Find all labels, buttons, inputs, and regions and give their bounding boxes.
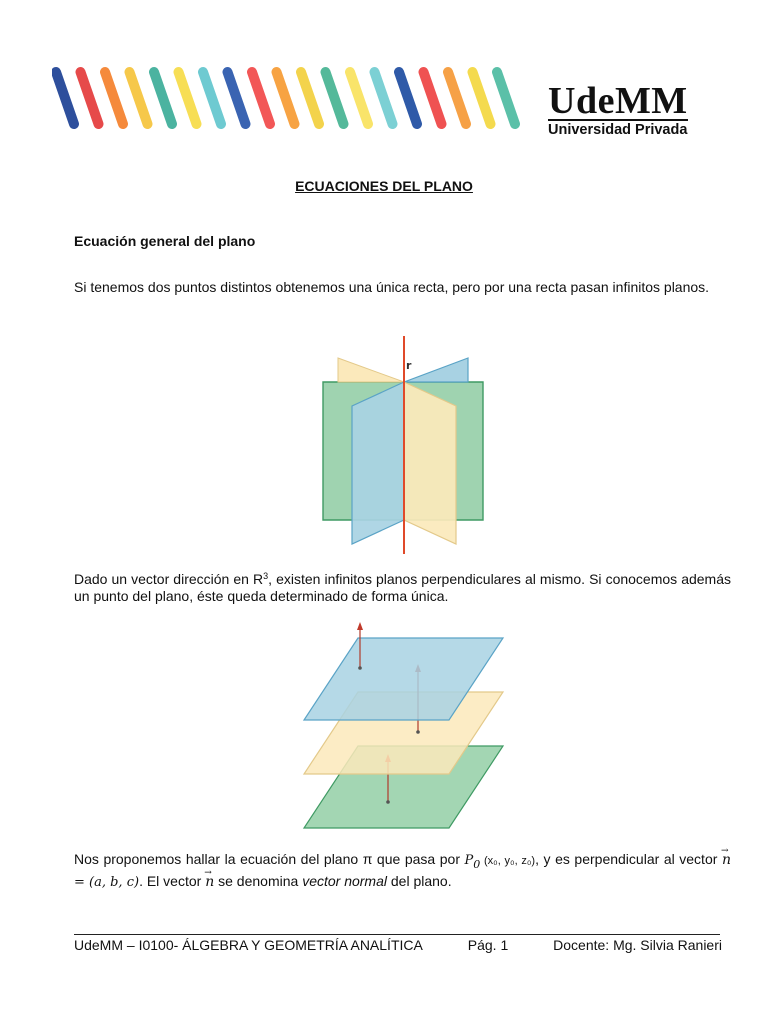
header-stripe — [252, 72, 270, 124]
p3-text-c: . El vector — [139, 872, 206, 889]
point-coordinates: (x₀, y₀, z₀) — [480, 855, 536, 867]
header-stripe — [81, 72, 99, 124]
header-stripe — [497, 72, 515, 124]
header-stripes — [52, 66, 532, 136]
logo-subtitle: Universidad Privada — [548, 119, 688, 138]
normal-vector-symbol-2: → n — [205, 874, 214, 891]
header-stripe — [326, 72, 344, 124]
p3-text-b: , y es perpendicular al vector — [535, 851, 722, 867]
header-stripe — [154, 72, 172, 124]
p2-superscript: 3 — [263, 571, 269, 581]
header-stripe — [228, 72, 246, 124]
point-p0-subscript: 0 — [473, 857, 481, 871]
paragraph-2 — [74, 571, 731, 605]
header-stripe — [130, 72, 148, 124]
header-stripe — [473, 72, 491, 124]
header-stripe — [179, 72, 197, 124]
point-p0: P — [464, 853, 474, 868]
logo-name: UdeMM — [548, 80, 688, 122]
paragraph-1: Si tenemos dos puntos distintos obtenemos una única recta, pero por una recta pasan infinitos planos. — [74, 279, 710, 295]
header-stripe — [277, 72, 295, 124]
p2-text-a: Dado un vector dirección en R — [74, 571, 264, 587]
header-stripe — [350, 72, 368, 124]
section-heading: Ecuación general del plano — [74, 233, 256, 249]
header-stripe — [375, 72, 393, 124]
footer-page-number: Pág. 1 — [467, 937, 509, 953]
footer-course: UdeMM – I0100- ÁLGEBRA Y GEOMETRÍA ANALÍTICA — [74, 937, 423, 953]
footer-divider — [74, 934, 720, 935]
figure-parallel-planes — [300, 620, 510, 832]
normal-vector-symbol: → n — [722, 852, 731, 869]
p2-text-b: , existen infinitos planos perpendiculares al mismo. Si conocemos además un punto del plano, éste queda determinado de forma única. — [74, 571, 732, 604]
header-stripe — [301, 72, 319, 124]
header-stripe — [203, 72, 221, 124]
header-stripe — [399, 72, 417, 124]
header-stripe — [424, 72, 442, 124]
line-label-r: r — [406, 359, 412, 372]
paragraph-3 — [74, 851, 731, 891]
footer-teacher: Docente: Mg. Silvia Ranieri — [553, 937, 722, 953]
page-title: ECUACIONES DEL PLANO — [295, 178, 473, 194]
header-stripe — [105, 72, 123, 124]
udemm-logo — [548, 82, 688, 138]
p3-text-d: se denomina — [214, 872, 303, 889]
figure-planes-through-line — [318, 334, 488, 556]
term-vector-normal: vector normal — [302, 872, 387, 889]
p3-text-e: del plano. — [387, 872, 452, 889]
normal-vector-components: = (a, b, c) — [74, 874, 140, 890]
header-stripe — [56, 72, 74, 124]
page-footer — [74, 937, 722, 953]
header-stripe — [448, 72, 466, 124]
p3-text-a: Nos proponemos hallar la ecuación del plano π que pasa por — [74, 851, 465, 867]
